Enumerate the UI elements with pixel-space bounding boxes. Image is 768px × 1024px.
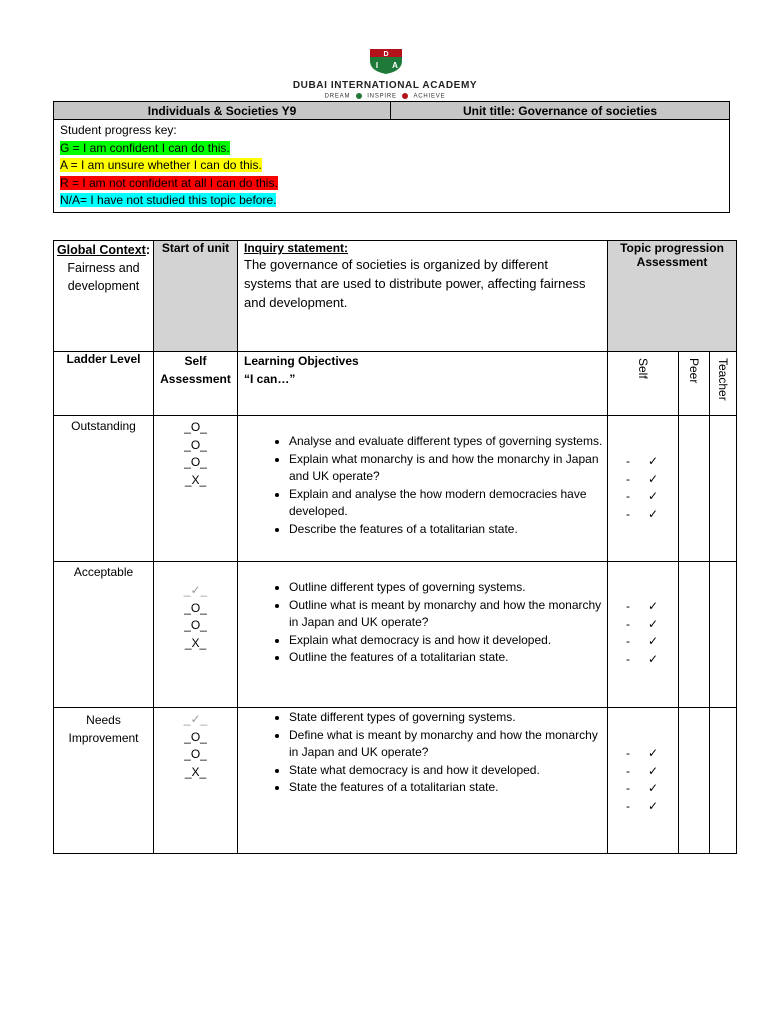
logo-letter-d: D xyxy=(383,51,389,58)
peer-check-cell[interactable] xyxy=(679,708,710,854)
level-row-outstanding xyxy=(54,416,737,562)
self-mark: _O_ xyxy=(184,455,207,469)
inquiry-cell xyxy=(238,241,608,352)
objectives-cell xyxy=(238,416,608,562)
self-mark: _O_ xyxy=(184,729,207,744)
motto-dream: DREAM xyxy=(324,93,351,100)
self-mark: _X_ xyxy=(184,635,207,650)
teacher-check-cell[interactable] xyxy=(710,708,737,854)
self-mark: _O_ xyxy=(184,600,207,615)
global-context-value: Fairness and development xyxy=(67,261,140,293)
logo-letter-a: A xyxy=(392,61,398,70)
school-name: DUBAI INTERNATIONAL ACADEMY xyxy=(292,80,478,91)
learning-objectives-header xyxy=(238,352,608,416)
objective-item: • State the features of a totalitarian state. xyxy=(289,779,607,797)
dash-mark: - xyxy=(626,616,630,631)
teacher-check-cell[interactable] xyxy=(710,562,737,708)
school-logo xyxy=(364,47,408,75)
dash-mark: - xyxy=(626,763,630,778)
check-icon: ✓ xyxy=(647,746,658,760)
check-icon: ✓ xyxy=(647,489,658,503)
objective-item: • Explain what monarchy is and how the monarchy in Japan and UK operate? xyxy=(289,451,607,486)
objectives-cell xyxy=(238,562,608,708)
key-amber: A = I am unsure whether I can do this. xyxy=(60,158,262,172)
dash-mark: - xyxy=(626,651,630,666)
dash-mark: - xyxy=(626,798,630,813)
key-red: R = I am not confident at all I can do this. xyxy=(60,175,278,190)
key-na: N/A= I have not studied this topic before. xyxy=(60,193,277,207)
objectives-list xyxy=(238,709,607,797)
check-icon: ✓ xyxy=(647,506,658,521)
self-check-cell[interactable] xyxy=(608,562,679,708)
logo-letter-i: I xyxy=(375,61,379,70)
learning-objectives-label: Learning Objectives xyxy=(244,354,359,368)
school-motto xyxy=(300,93,470,100)
dash-mark: - xyxy=(626,454,630,468)
dash-mark: - xyxy=(626,599,630,613)
peer-check-cell[interactable] xyxy=(679,416,710,562)
global-context-colon: : xyxy=(145,243,151,257)
progress-key-title: Student progress key: xyxy=(60,123,177,137)
check-icon: ✓ xyxy=(647,781,658,795)
inquiry-text: The governance of societies is organized by different systems that are used to distribute power, affecting fairness and development. xyxy=(244,257,586,310)
objective-item: • Describe the features of a totalitarian state. xyxy=(289,521,607,539)
self-marks xyxy=(154,708,238,854)
self-assessment-header: Self Assessment xyxy=(154,352,238,416)
peer-column-header: Peer xyxy=(687,358,701,384)
level-name: Acceptable xyxy=(54,562,154,708)
objective-item: • Analyse and evaluate different types of governing systems. xyxy=(289,433,607,451)
teacher-check-cell[interactable] xyxy=(710,416,737,562)
assessment-table xyxy=(53,240,737,854)
level-name: Outstanding xyxy=(54,416,154,562)
topic-progression-header: Topic progression Assessment xyxy=(608,241,737,352)
objectives-list xyxy=(238,579,607,667)
unit-title: Unit title: Governance of societies xyxy=(391,102,730,120)
objective-item: • Explain and analyse the how modern democracies have developed. xyxy=(289,486,607,521)
peer-check-cell[interactable] xyxy=(679,562,710,708)
inquiry-label: Inquiry statement: xyxy=(244,241,349,255)
check-icon: ✓ xyxy=(647,651,658,666)
global-context-label: Global Context xyxy=(56,243,146,257)
key-green: G = I am confident I can do this. xyxy=(60,140,230,155)
objectives-cell xyxy=(238,708,608,854)
ladder-level-header: Ladder Level xyxy=(54,352,154,416)
objective-item: • State what democracy is and how it developed. xyxy=(289,762,607,780)
self-mark-check: _✓_ xyxy=(183,583,208,597)
progress-key xyxy=(54,120,730,213)
check-icon: ✓ xyxy=(647,616,658,631)
objective-item: • Outline what is meant by monarchy and how the monarchy in Japan and UK operate? xyxy=(289,597,607,632)
start-of-unit: Start of unit xyxy=(154,241,238,352)
self-mark: _O_ xyxy=(184,618,207,632)
dash-mark: - xyxy=(626,634,630,648)
dash-mark: - xyxy=(626,506,630,521)
self-column-header: Self xyxy=(636,358,650,379)
level-row-needs-improvement xyxy=(54,708,737,854)
dash-mark: - xyxy=(626,781,630,795)
check-icon: ✓ xyxy=(647,763,658,778)
global-context-cell xyxy=(54,241,154,352)
motto-achieve: ACHIEVE xyxy=(413,93,446,100)
self-mark: _X_ xyxy=(184,472,207,487)
motto-inspire: INSPIRE xyxy=(367,93,397,100)
self-mark: _O_ xyxy=(184,437,207,452)
dash-mark: - xyxy=(626,746,630,760)
self-mark: _O_ xyxy=(184,420,207,434)
objective-item: • Outline different types of governing systems. xyxy=(289,579,607,597)
dash-mark: - xyxy=(626,489,630,503)
motto-dot-red xyxy=(402,93,408,99)
check-icon: ✓ xyxy=(647,634,658,648)
objective-item: • State different types of governing systems. xyxy=(289,709,607,727)
self-mark: _X_ xyxy=(184,764,207,779)
level-row-acceptable xyxy=(54,562,737,708)
self-check-cell[interactable] xyxy=(608,416,679,562)
self-check-cell[interactable] xyxy=(608,708,679,854)
objective-item: • Outline the features of a totalitarian state. xyxy=(289,649,607,667)
check-icon: ✓ xyxy=(647,599,658,613)
self-marks xyxy=(154,416,238,562)
motto-dot-green xyxy=(356,93,362,99)
objective-item: • Explain what democracy is and how it developed. xyxy=(289,632,607,650)
check-icon: ✓ xyxy=(647,454,658,468)
check-icon: ✓ xyxy=(647,798,658,813)
objectives-list xyxy=(238,433,607,538)
level-name: Needs Improvement xyxy=(54,708,154,854)
self-mark-check: _✓_ xyxy=(183,712,208,726)
header-table xyxy=(53,101,730,213)
objective-item: • Define what is meant by monarchy and how the monarchy in Japan and UK operate? xyxy=(289,727,607,762)
self-mark: _O_ xyxy=(184,747,207,761)
dash-mark: - xyxy=(626,471,630,486)
i-can-label: “I can…” xyxy=(244,372,296,386)
subject-title: Individuals & Societies Y9 xyxy=(54,102,391,120)
check-icon: ✓ xyxy=(647,471,658,486)
teacher-column-header: Teacher xyxy=(716,358,731,401)
self-marks xyxy=(154,562,238,708)
